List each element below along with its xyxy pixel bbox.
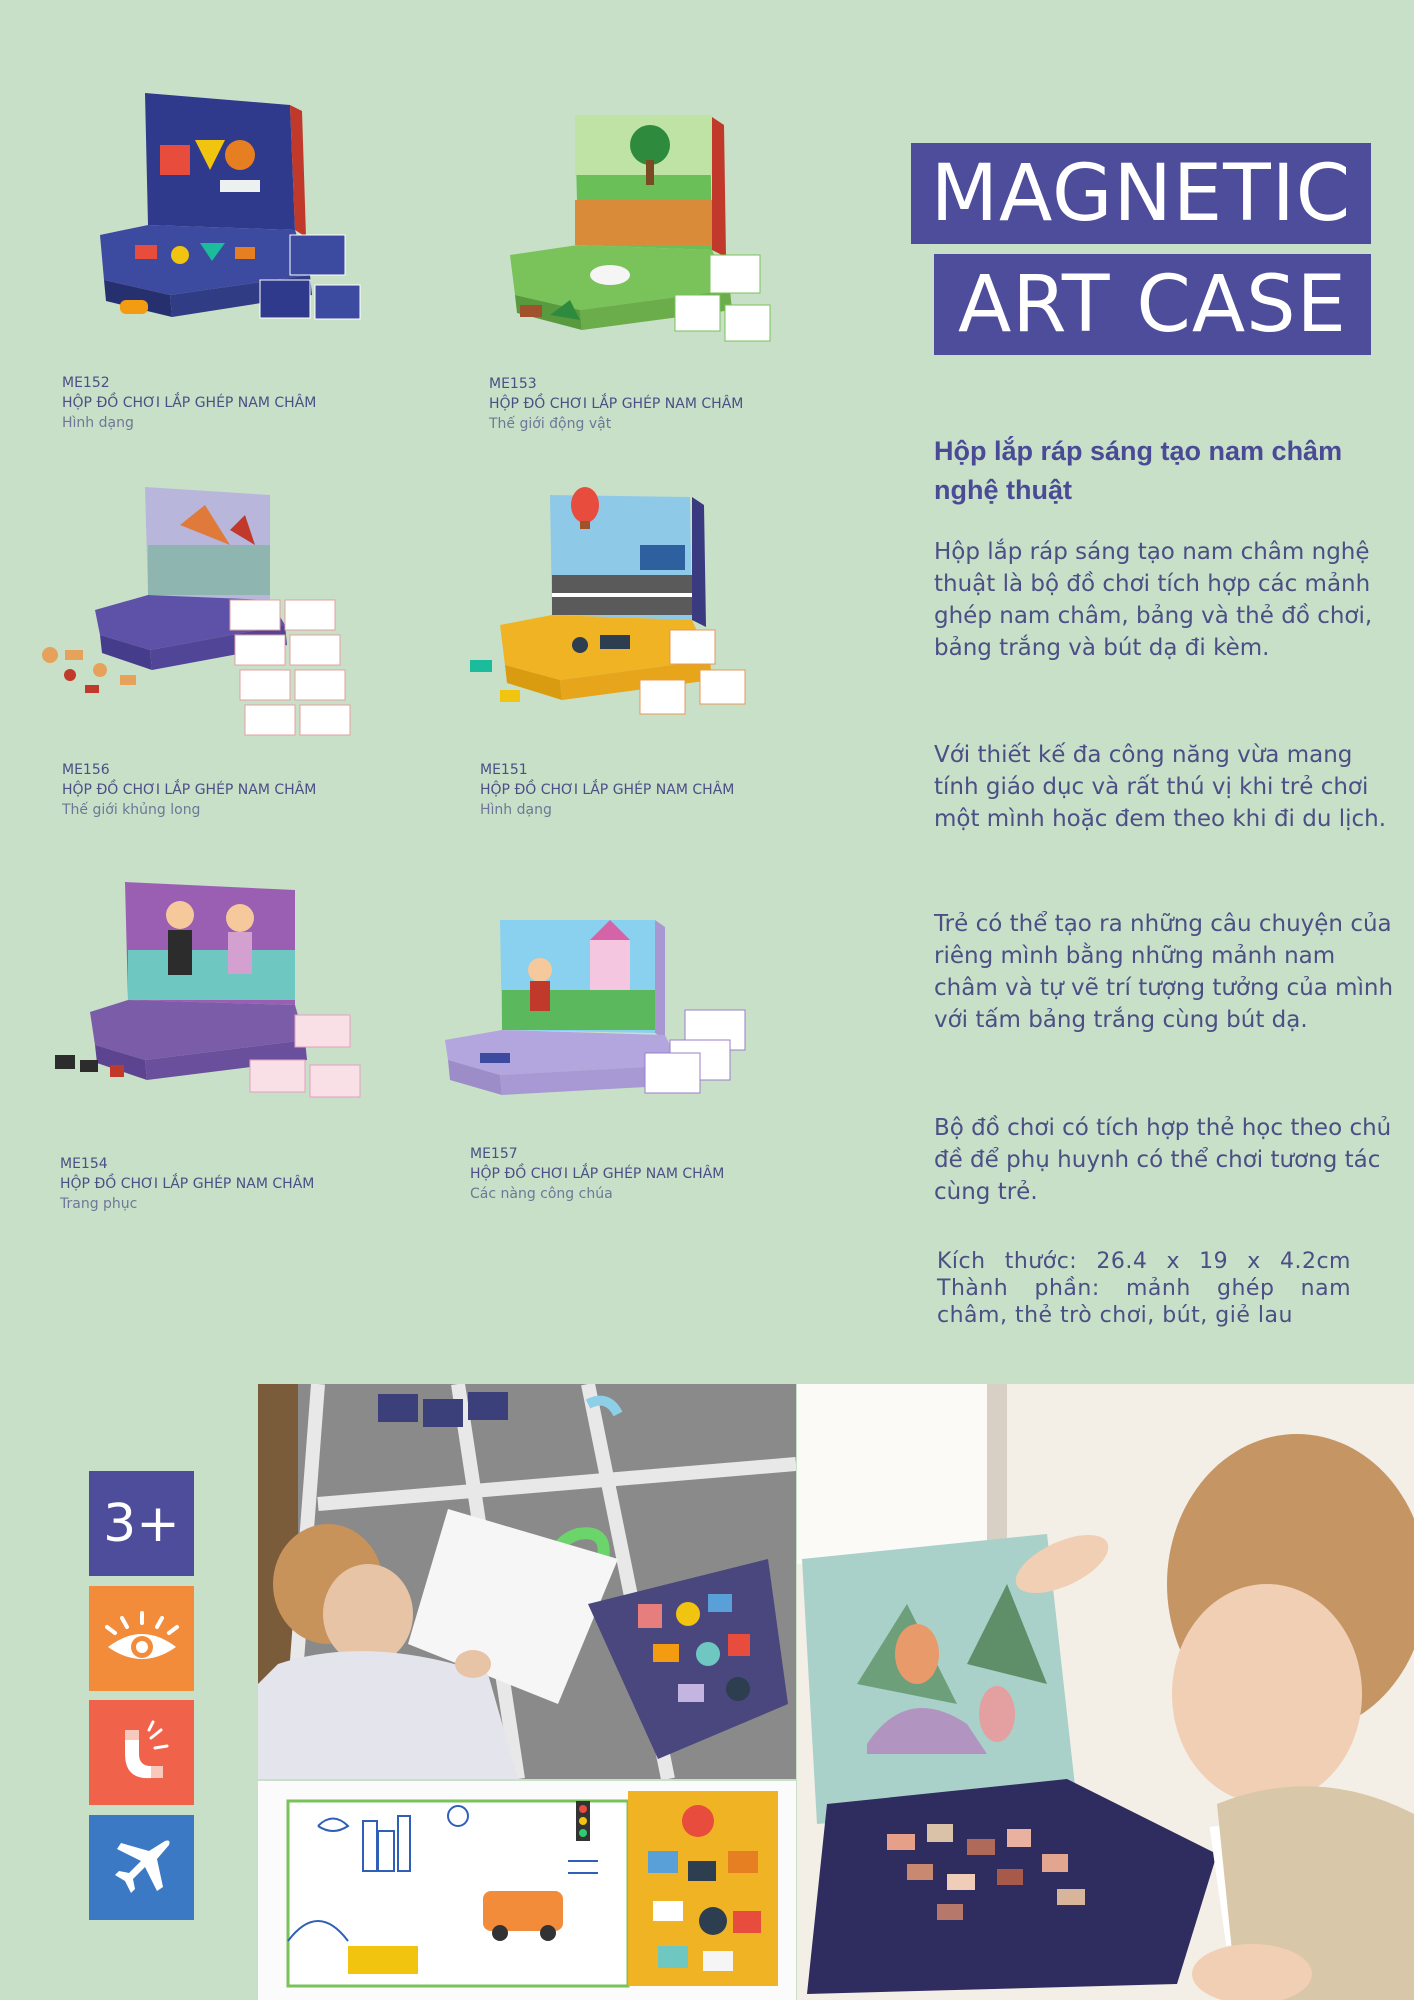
description-paragraph-2: Với thiết kế đa công năng vừa mang tính giáo dục và rất thú vị khi trẻ chơi một mình hoặc đem theo khi đi du lịch. — [934, 742, 1387, 832]
spec-components-cont: châm, thẻ trò chơi, bút, giẻ lau — [937, 1303, 1293, 1328]
product-theme: Hình dạng — [480, 802, 552, 818]
product-caption-me157 — [470, 1144, 724, 1204]
product-image-me157 — [440, 915, 770, 1115]
airplane-icon — [89, 1815, 194, 1920]
product-image-me154 — [50, 880, 370, 1120]
product-code: ME156 — [62, 762, 110, 778]
age-badge: 3+ — [89, 1471, 194, 1576]
product-caption-me153 — [489, 374, 743, 434]
product-code: ME153 — [489, 376, 537, 392]
product-heading: Hộp lắp ráp sáng tạo nam châm nghệ thuật — [934, 436, 1343, 505]
spec-components: Thành phần: mảnh ghép nam — [937, 1276, 1351, 1301]
product-name: HỘP ĐỒ CHƠI LẮP GHÉP NAM CHÂM — [480, 782, 735, 798]
product-image-me153 — [480, 105, 800, 365]
product-name: HỘP ĐỒ CHƠI LẮP GHÉP NAM CHÂM — [470, 1166, 725, 1182]
spec-size: Kích thước: 26.4 x 19 x 4.2cm — [937, 1249, 1351, 1274]
product-image-me151 — [460, 485, 780, 745]
product-caption-me156 — [62, 760, 316, 820]
photo-whiteboard-case — [258, 1781, 796, 2000]
product-caption-me151 — [480, 760, 734, 820]
product-theme: Các nàng công chúa — [470, 1186, 613, 1202]
eye-icon — [89, 1586, 194, 1691]
product-theme: Trang phục — [60, 1196, 138, 1212]
description-paragraph-1: Hộp lắp ráp sáng tạo nam châm nghệ thuật là bộ đồ chơi tích hợp các mảnh ghép nam châm, bảng và thẻ đồ chơi, bảng trắng và bút dạ đi kèm. — [934, 539, 1373, 661]
product-name: HỘP ĐỒ CHƠI LẮP GHÉP NAM CHÂM — [60, 1176, 315, 1192]
description-paragraph-4: Bộ đồ chơi có tích hợp thẻ học theo chủ đề để phụ huynh có thể chơi tương tác cùng trẻ. — [934, 1115, 1392, 1205]
product-caption-me154 — [60, 1154, 314, 1214]
product-image-me156 — [30, 485, 380, 745]
product-code: ME157 — [470, 1146, 518, 1162]
product-code: ME151 — [480, 762, 528, 778]
product-caption-me152 — [62, 373, 316, 433]
title-line-2: ART CASE — [934, 254, 1371, 355]
product-theme: Thế giới khủng long — [62, 802, 201, 818]
product-theme: Hình dạng — [62, 415, 134, 431]
product-name: HỘP ĐỒ CHƠI LẮP GHÉP NAM CHÂM — [62, 395, 317, 411]
photo-child-drawing — [258, 1384, 796, 1779]
photo-child-dinosaur — [797, 1384, 1414, 2000]
product-name: HỘP ĐỒ CHƠI LẮP GHÉP NAM CHÂM — [62, 782, 317, 798]
product-code: ME154 — [60, 1156, 108, 1172]
title-line-1: MAGNETIC — [911, 143, 1371, 244]
description-paragraph-3: Trẻ có thể tạo ra những câu chuyện của riêng mình bằng những mảnh nam châm và tự vẽ trí tượng tưởng của mình với tấm bảng trắng cùng bút dạ. — [934, 911, 1394, 1033]
magnet-icon — [89, 1700, 194, 1805]
product-name: HỘP ĐỒ CHƠI LẮP GHÉP NAM CHÂM — [489, 396, 744, 412]
product-image-me152 — [60, 85, 380, 345]
product-theme: Thế giới động vật — [489, 416, 612, 432]
product-code: ME152 — [62, 375, 110, 391]
